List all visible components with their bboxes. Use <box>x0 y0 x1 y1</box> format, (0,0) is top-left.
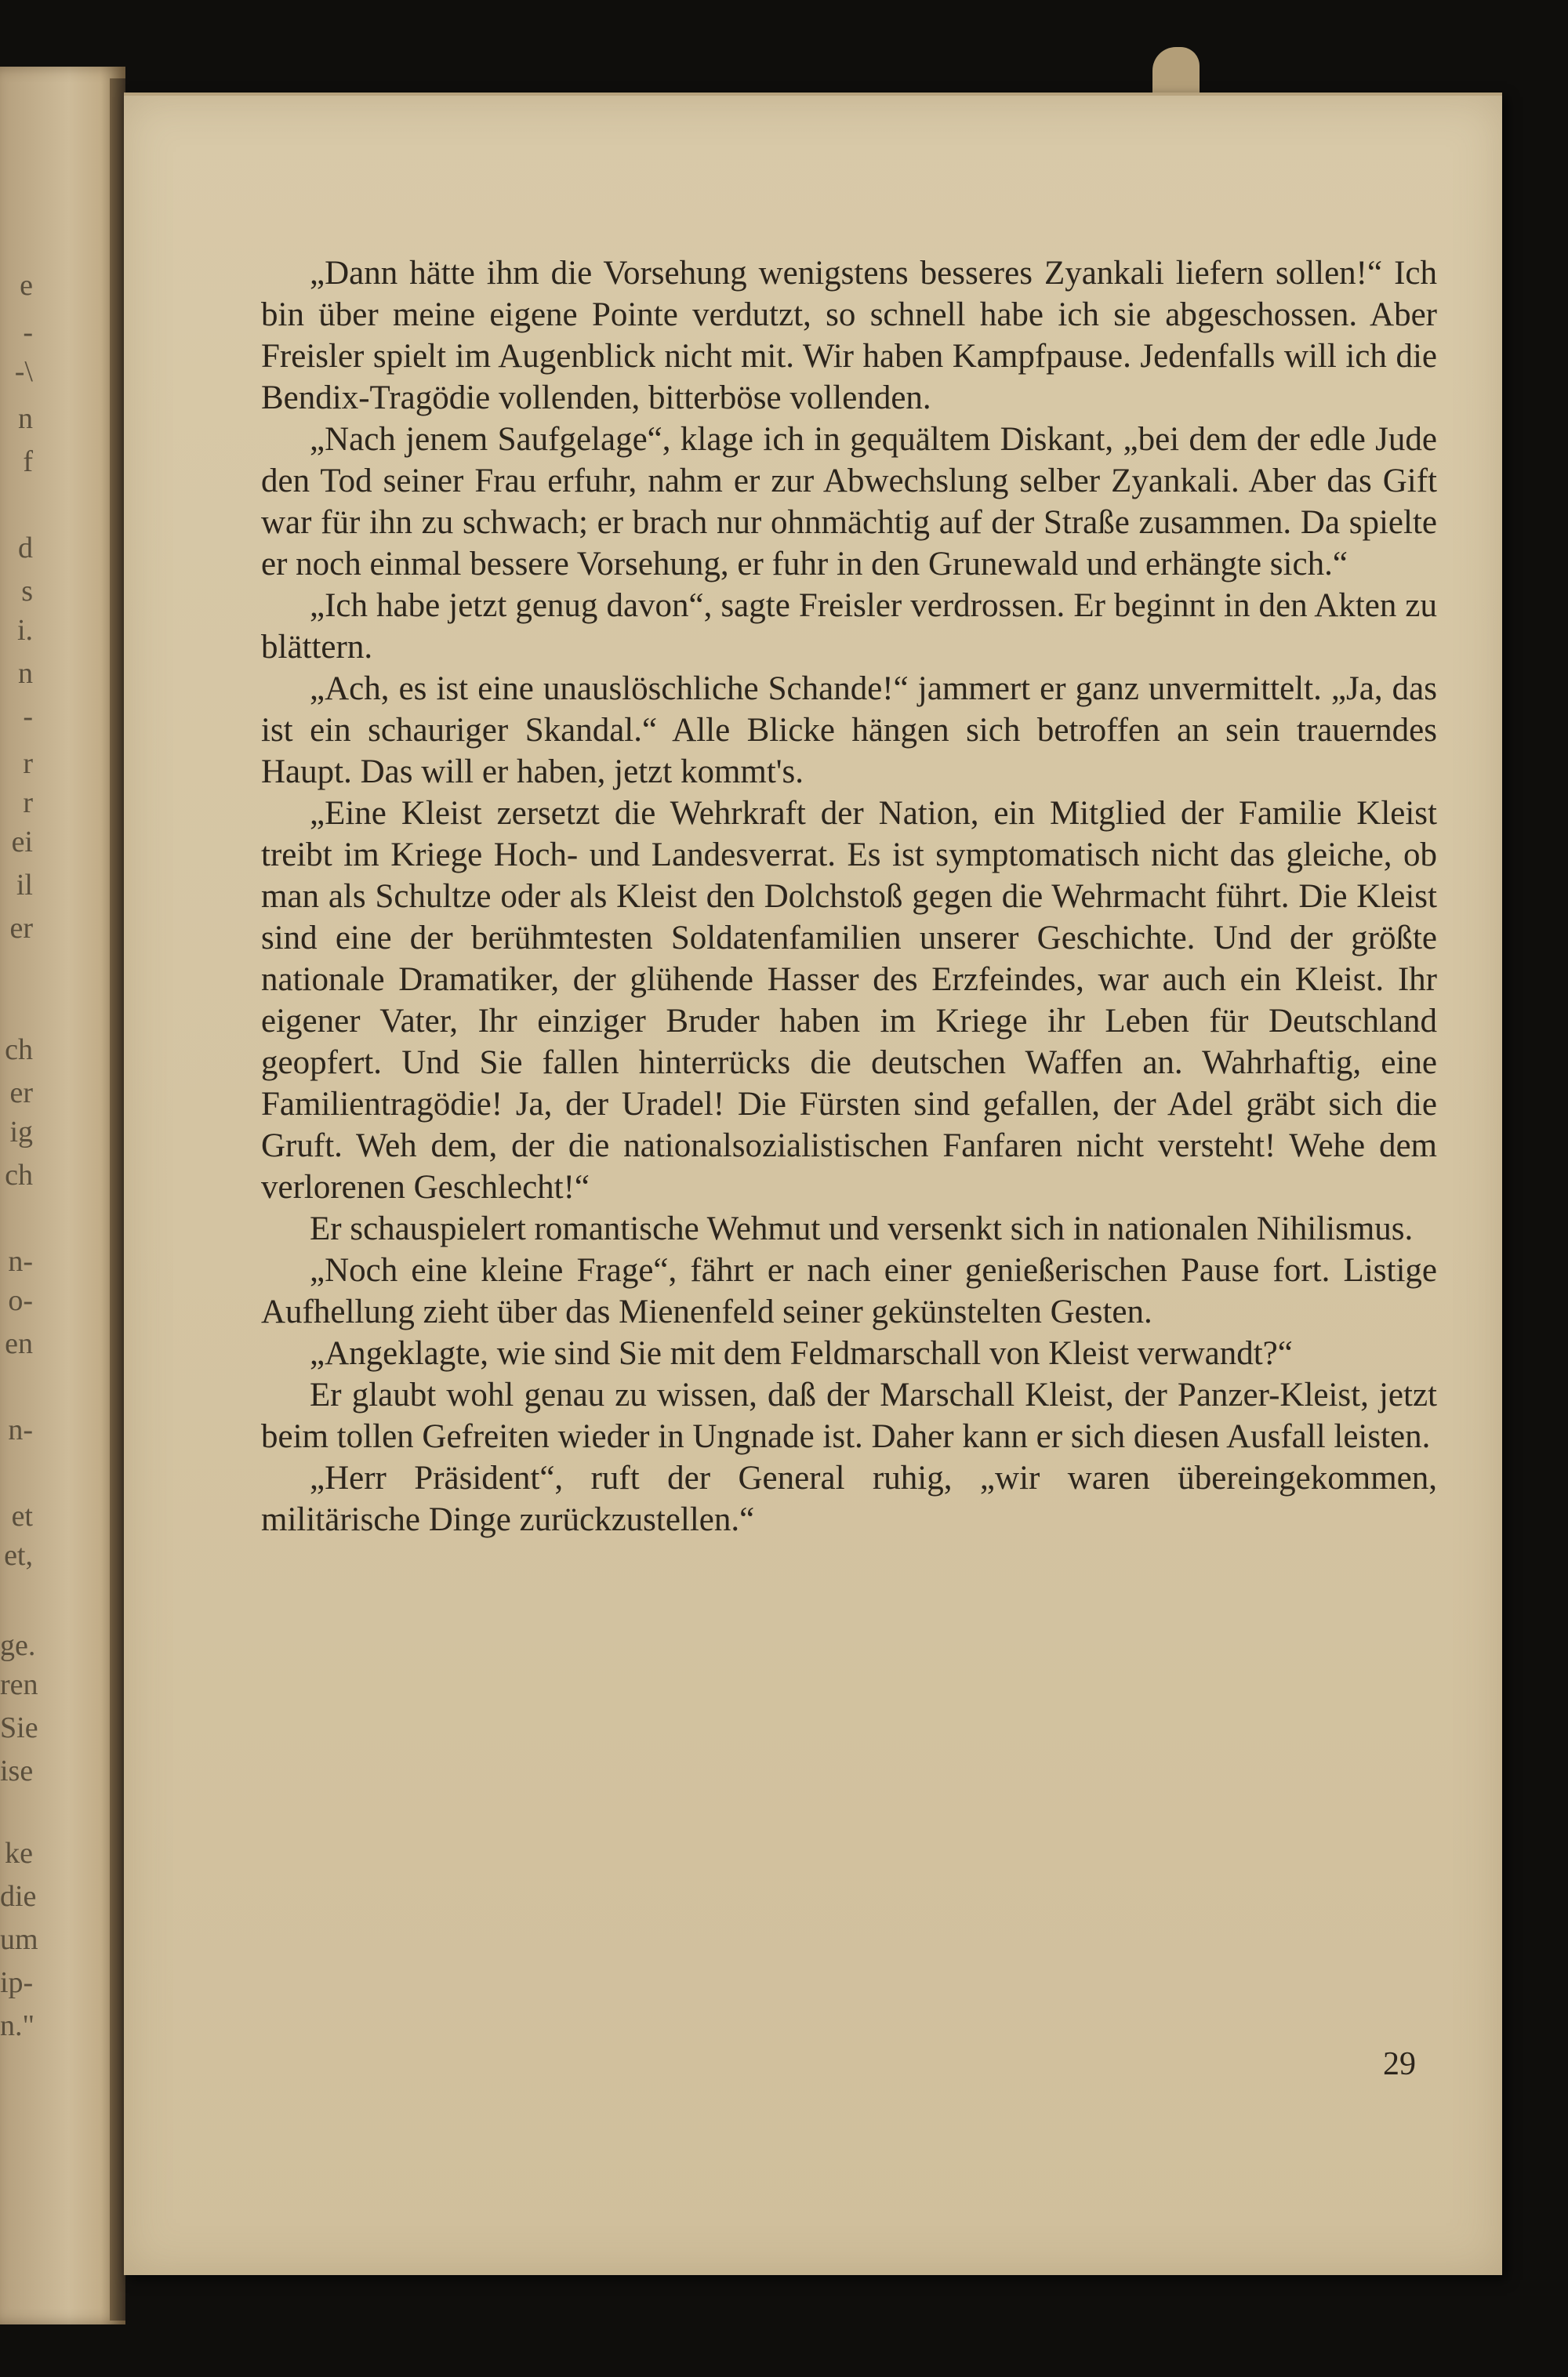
left-page-edge-fragment: o- <box>8 1284 33 1317</box>
left-page-edge-fragment: e <box>20 269 33 302</box>
paragraph: „Angeklagte, wie sind Sie mit dem Feldmarschall von Kleist verwandt?“ <box>310 1335 1293 1372</box>
left-page-edge-fragment: et <box>11 1500 33 1533</box>
paragraph: „Noch eine kleine Frage“, fährt er nach einer genießerischen Pause fort. Listige Aufhellung zieht über das Mienenfeld seiner gekünstelten Gesten. <box>261 1252 1437 1330</box>
left-page-edge-fragment: n- <box>8 1245 33 1278</box>
left-page-edge-fragment: ig <box>9 1116 33 1149</box>
left-page-edge-fragment: i. <box>16 614 33 647</box>
left-page-edge-fragment: n." <box>0 2009 35 2042</box>
left-page-edge-fragment: ke <box>5 1837 33 1870</box>
left-page-edge-fragment: et, <box>4 1539 33 1572</box>
paragraph: „Nach jenem Saufgelage“, klage ich in gequältem Diskant, „bei dem der edle Jude den Tod seiner Frau erfuhr, nahm er zur Abwechslung selber Zyankali. Aber das Gift war für ihn zu schwach; er brach nur ohnmächtig auf der Straße zusammen. Da spielte er noch einmal bessere Vorsehung, er fuhr in den Grunewald und erhängte sich.“ <box>261 421 1437 582</box>
left-page-edge-fragment: r <box>23 747 33 780</box>
left-page-edge-fragment: ch <box>5 1033 33 1066</box>
page-tab <box>1152 47 1200 94</box>
paragraph: „Eine Kleist zersetzt die Wehrkraft der Nation, ein Mitglied der Familie Kleist treibt im Kriege Hoch- und Landesverrat. Es ist symptomatisch nicht das gleiche, ob man als Schultze oder als Kleist den Dolchstoß gegen die Wehrmacht führt. Die Kleist sind eine der berühmtesten Soldatenfamilien unserer Geschichte. Und der größte nationale Dramatiker, der glühende Hasser des Erzfeindes, war auch ein Kleist. Ihr eigener Vater, Ihr einziger Bruder haben im Kriege ihr Leben für Deutschland geopfert. Und Sie fallen hinterrücks die deutschen Waffen an. Wahrhaftig, eine Familientragödie! Ja, der Uradel! Die Fürsten sind gefallen, der Adel gräbt sich die Gruft. Weh dem, der die nationalsozialistischen Fanfaren nicht versteht! Wehe dem verlorenen Geschlecht!“ <box>261 795 1437 1206</box>
left-page-edge-fragment: er <box>9 912 33 945</box>
paragraph: „Ich habe jetzt genug davon“, sagte Freisler verdrossen. Er beginnt in den Akten zu blättern. <box>261 587 1437 666</box>
left-page-edge-fragment: ei <box>11 826 33 858</box>
left-page-edge-fragment: n <box>18 402 33 435</box>
paragraph: „Dann hätte ihm die Vorsehung wenigstens besseres Zyankali liefern sollen!“ Ich bin über meine eigene Pointe verdutzt, so schnell habe ich sie abgeschossen. Aber Freisler spielt im Augenblick nicht mit. Wir haben Kampfpause. Jedenfalls will ich die Bendix-Tragödie vollenden, bitterböse vollenden. <box>261 255 1437 416</box>
left-page-edge-fragment: er <box>9 1076 33 1109</box>
left-page-edge-fragment: die <box>0 1880 37 1913</box>
left-page-edge-fragment: ge. <box>0 1629 36 1662</box>
paragraph: Er schauspielert romantische Wehmut und versenkt sich in nationalen Nihilismus. <box>310 1210 1414 1247</box>
left-page-edge-fragment: ise <box>0 1755 34 1787</box>
left-page-edge-fragment: s <box>21 575 33 608</box>
body-text <box>261 252 1437 1541</box>
left-page-edge-fragment: en <box>5 1327 33 1360</box>
left-page-edge-fragment: - <box>23 700 33 733</box>
left-page-edge-fragment: n <box>18 657 33 690</box>
page-number: 29 <box>1383 2046 1416 2082</box>
left-page-edge-fragment: f <box>23 445 33 478</box>
left-page-edge-fragment: ip- <box>0 1966 34 1999</box>
left-page-edge-fragment: - <box>23 316 33 349</box>
book-page <box>124 93 1502 2275</box>
left-page-edge-fragment: ch <box>5 1159 33 1192</box>
left-page-edge-fragment: n- <box>8 1413 33 1446</box>
left-page-edge-fragment: um <box>0 1923 38 1956</box>
book-gutter <box>110 78 125 2321</box>
left-page-edge-fragment: il <box>16 869 33 902</box>
left-page-edge-fragment: d <box>18 532 33 564</box>
left-page-edge-fragment: Sie <box>0 1711 38 1744</box>
left-page-edge-fragment: r <box>23 786 33 819</box>
left-page-edge-fragment: ren <box>0 1668 38 1701</box>
paragraph: Er glaubt wohl genau zu wissen, daß der Marschall Kleist, der Panzer-Kleist, jetzt beim tollen Gefreiten wieder in Ungnade ist. Daher kann er sich diesen Ausfall leisten. <box>261 1377 1437 1455</box>
left-page-edge-fragment: -\ <box>14 355 33 388</box>
paragraph: „Herr Präsident“, ruft der General ruhig, „wir waren übereingekommen, militärische Dinge zurückzustellen.“ <box>261 1460 1437 1538</box>
paragraph: „Ach, es ist eine unauslöschliche Schande!“ jammert er ganz unvermittelt. „Ja, das ist ein schauriger Skandal.“ Alle Blicke hängen sich betroffen an sein trauerndes Haupt. Das will er haben, jetzt kommt's. <box>261 670 1437 790</box>
